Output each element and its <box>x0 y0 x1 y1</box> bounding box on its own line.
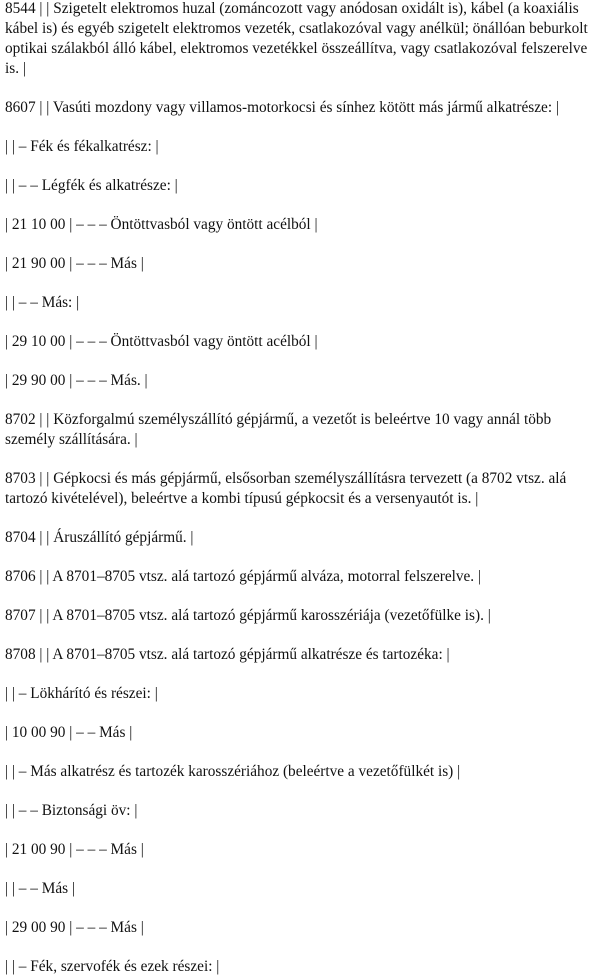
entry-29-90-00: | 29 90 00 | – – – Más. | <box>5 372 148 389</box>
entry-8702: 8702 | | Közforgalmú személyszállító gépjármű, a vezetőt is beleértve 10 vagy annál több személy szállítására. | <box>5 411 552 448</box>
entry-29-00-90: | 29 00 90 | – – – Más | <box>5 919 144 936</box>
entry-21-00-90: | 21 00 90 | – – – Más | <box>5 841 144 858</box>
entry-air-brake: | | – – Légfék és alkatrésze: | <box>5 177 178 194</box>
entry-8703: 8703 | | Gépkocsi és más gépjármű, elsősorban személyszállításra tervezett (a 8702 vtsz. alá tartozó kivételével), beleértve a kombi típusú gépkocsit és a versenyautót is. | <box>5 470 567 507</box>
entry-bumper: | | – Lökhárító és részei: | <box>5 685 158 702</box>
entry-8708: 8708 | | A 8701–8705 vtsz. alá tartozó gépjármű alkatrésze és tartozéka: | <box>5 646 450 663</box>
entry-8607: 8607 | | Vasúti mozdony vagy villamos-motorkocsi és sínhez kötött más jármű alkatrésze: | <box>5 99 559 116</box>
entry-10-00-90: | 10 00 90 | – – Más | <box>5 724 133 741</box>
entry-other: | | – – Más | <box>5 880 75 897</box>
entry-body-parts: | | – Más alkatrész és tartozék karosszériához (beleértve a vezetőfülkét is) | <box>5 763 461 780</box>
entry-8704: 8704 | | Áruszállító gépjármű. | <box>5 529 194 546</box>
entry-21-10-00: | 21 10 00 | – – – Öntöttvasból vagy öntött acélból | <box>5 216 318 233</box>
entry-other-brake: | | – – Más: | <box>5 294 80 311</box>
entry-brake-parts: | | – Fék és fékalkatrész: | <box>5 138 159 155</box>
entry-8707: 8707 | | A 8701–8705 vtsz. alá tartozó gépjármű karosszériája (vezetőfülke is). | <box>5 607 491 624</box>
entry-8706: 8706 | | A 8701–8705 vtsz. alá tartozó gépjármű alváza, motorral felszerelve. | <box>5 568 482 585</box>
entry-21-90-00: | 21 90 00 | – – – Más | <box>5 255 144 272</box>
entry-brakes-servo: | | – Fék, szervofék és ezek részei: | <box>5 958 220 975</box>
entry-8544: 8544 | | Szigetelt elektromos huzal (zománcozott vagy anódosan oxidált is), kábel (a koaxiális kábel is) és egyéb szigetelt elektromos vezeték, csatlakozóval vagy anélkül; önállóan beburkolt optikai szálakból álló kábel, elektromos vezetékkel összeállítva, vagy csatlakozóval felszerelve is. | <box>5 0 588 77</box>
entry-29-10-00: | 29 10 00 | – – – Öntöttvasból vagy öntött acélból | <box>5 333 318 350</box>
entry-seat-belt: | | – – Biztonsági öv: | <box>5 802 138 819</box>
